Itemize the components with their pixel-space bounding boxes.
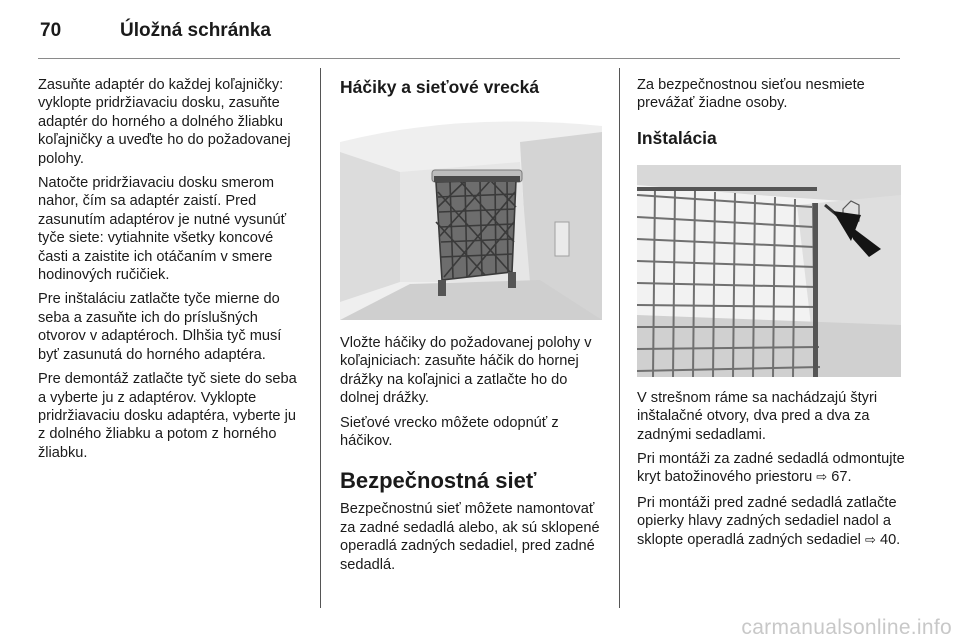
section-heading-hooks: Háčiky a sieťové vrecká xyxy=(340,77,540,97)
page-number: 70 xyxy=(40,20,62,41)
column-divider xyxy=(320,68,321,608)
paragraph: Pre demontáž zatlačte tyč siete do seba a vyberte ju z adaptérov. Vyklopte pridržiavaciu dosku adaptéra, vyberte ju z dolného žliabku a potom z horného žliabku. xyxy=(38,371,297,461)
paragraph: Natočte pridržiavaciu dosku smerom nahor, čím sa adaptér zaistí. Pred zasunutím adaptérov je nutné vysunúť tyče siete: vytiahnite všetky koncové časti a zaistite ich otáčaním v smere hodinových ručičiek. xyxy=(38,175,287,284)
column-left xyxy=(38,76,306,468)
safety-net-installation-illustration xyxy=(637,165,901,377)
column-middle xyxy=(340,76,606,580)
column-right xyxy=(637,76,905,556)
page-reference-arrow-icon: ⇨ xyxy=(816,470,828,486)
paragraph: Zasuňte adaptér do každej koľajničky: vyklopte pridržiavaciu dosku, zasuňte adaptér do horného a dolného žliabku koľajničky a uveďte ho do požadovanej polohy. xyxy=(38,77,291,167)
paragraph xyxy=(637,494,905,550)
paragraph: Pre inštaláciu zatlačte tyče mierne do seba a zasuňte ich do príslušných otvorov v adaptéroch. Dlhšia tyč musí byť zasunutá do horného adaptéra. xyxy=(38,291,282,363)
header-rule xyxy=(38,58,900,59)
column-divider xyxy=(619,68,620,608)
page-header xyxy=(40,20,271,50)
page-title: Úložná schránka xyxy=(120,20,271,41)
paragraph-text: Pri montáži za zadné sedadlá odmontujte kryt batožinového priestoru xyxy=(637,451,905,486)
paragraph: Bezpečnostnú sieť môžete namontovať za zadné sedadlá alebo, ak sú sklopené operadlá zadných sedadiel, pred zadné sedadlá. xyxy=(340,501,600,573)
paragraph-text: Pri montáži pred zadné sedadlá zatlačte opierky hlavy zadných sedadiel nadol a sklopte operadlá zadných sedadiel xyxy=(637,494,897,548)
page-reference-link[interactable]: 40. xyxy=(879,531,901,548)
section-heading-safety-net: Bezpečnostná sieť xyxy=(340,468,537,494)
paragraph: Za bezpečnostnou sieťou nesmiete prevážať žiadne osoby. xyxy=(637,77,865,112)
paragraph: Sieťové vrecko môžete odopnúť z háčikov. xyxy=(340,414,559,450)
page-reference-link[interactable]: 67. xyxy=(831,469,852,486)
cargo-net-pocket-illustration xyxy=(340,112,602,320)
page-reference-arrow-icon: ⇨ xyxy=(864,532,876,548)
paragraph: V strešnom ráme sa nachádzajú štyri inštalačné otvory, dva pred a dva za zadnými sedadlami. xyxy=(637,389,878,443)
section-heading-installation: Inštalácia xyxy=(637,127,717,148)
paragraph xyxy=(637,450,905,488)
watermark: carmanualsonline.info xyxy=(741,616,952,639)
paragraph: Vložte háčiky do požadovanej polohy v koľajniciach: zasuňte háčik do hornej drážky na koľajnici a zatlačte ho do dolnej drážky. xyxy=(340,335,592,407)
